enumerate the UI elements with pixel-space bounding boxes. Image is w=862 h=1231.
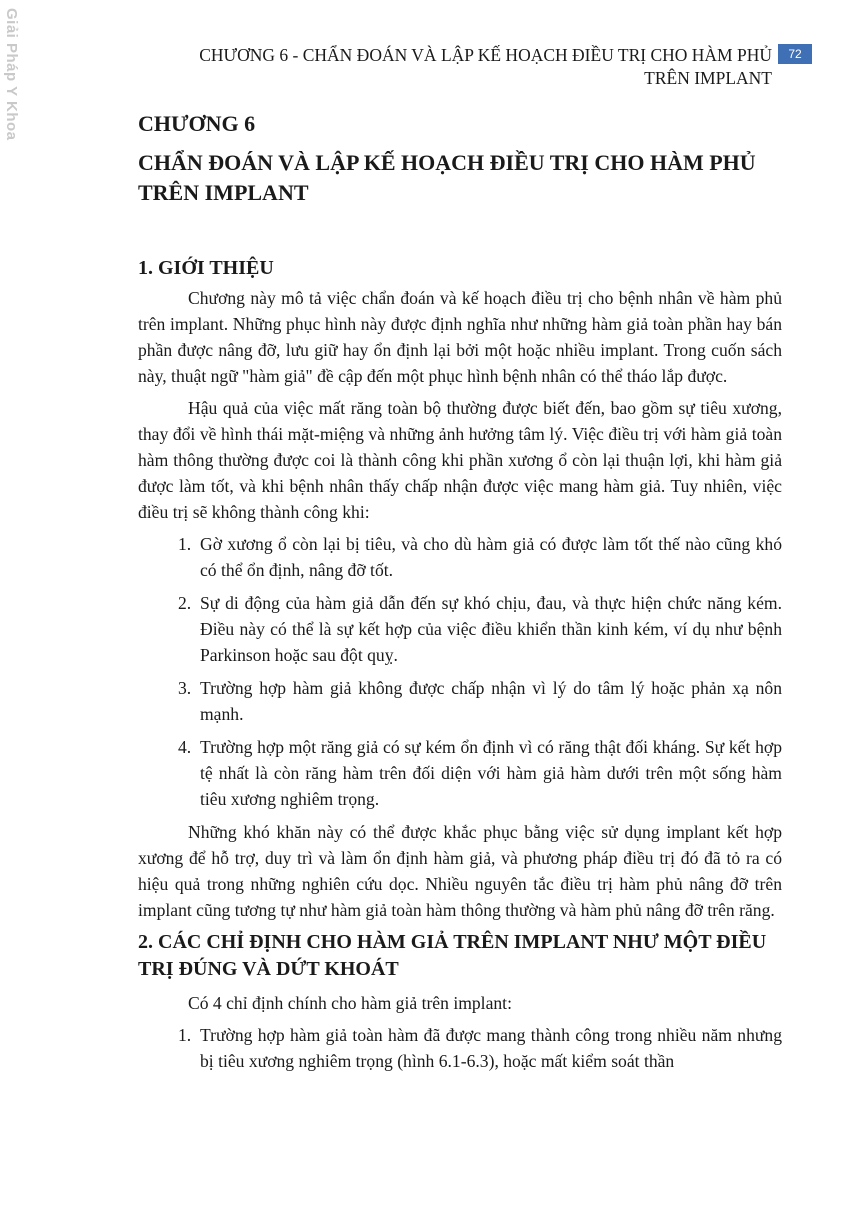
page-number: 72: [778, 44, 812, 64]
list-item: [164, 675, 782, 727]
list-item-number: 2.: [178, 593, 192, 613]
list-item-number: 4.: [178, 737, 192, 757]
watermark: Giải Pháp Y Khoa: [3, 8, 20, 141]
list-item: [164, 734, 782, 812]
list-item-text: Trường hợp hàm giả không được chấp nhận vì lý do tâm lý hoặc phản xạ nôn mạnh.: [200, 678, 782, 724]
section-heading-intro: 1. GIỚI THIỆU: [138, 257, 274, 279]
list-item: [164, 590, 782, 668]
list-item: [164, 1022, 782, 1074]
list-item-text: Trường hợp một răng giả có sự kém ổn định vì có răng thật đối kháng. Sự kết hợp tệ nhất là còn răng hàm trên đối diện với hàm giả hàm dưới trên một sống hàm tiêu xương nghiêm trọng.: [200, 737, 782, 809]
paragraph: Có 4 chỉ định chính cho hàm giả trên implant:: [188, 993, 512, 1013]
list-item-number: 1.: [178, 1025, 192, 1045]
list-item-text: Trường hợp hàm giả toàn hàm đã được mang thành công trong nhiều năm nhưng bị tiêu xương nghiêm trọng (hình 6.1-6.3), hoặc mất kiểm soát thần: [200, 1025, 782, 1071]
page-body: [138, 255, 782, 1081]
chapter-title: CHẨN ĐOÁN VÀ LẬP KẾ HOẠCH ĐIỀU TRỊ CHO HÀM PHỦ TRÊN IMPLANT: [138, 150, 756, 205]
list-item: [164, 531, 782, 583]
indications-list: [138, 1022, 782, 1074]
paragraph: Chương này mô tả việc chẩn đoán và kế hoạch điều trị cho bệnh nhân về hàm phủ trên implant. Những phục hình này được định nghĩa như những hàm giả toàn phần hay bán phần được nâng đỡ, lưu giữ hay ổn định lại bởi một hoặc nhiều implant. Trong cuốn sách này, thuật ngữ "hàm giả" đề cập đến một phục hình bệnh nhân có thể tháo lắp được.: [138, 288, 782, 386]
list-item-number: 1.: [178, 534, 192, 554]
paragraph: Hậu quả của việc mất răng toàn bộ thường được biết đến, bao gồm sự tiêu xương, thay đổi về hình thái mặt-miệng và những ảnh hưởng tâm lý. Việc điều trị với hàm giả toàn hàm thông thường được coi là thành công khi phần xương ổ còn lại thuận lợi, khi hàm giả được làm tốt, và khi bệnh nhân thấy chấp nhận được việc mang hàm giả. Tuy nhiên, việc điều trị sẽ không thành công khi:: [138, 398, 782, 522]
list-item-number: 3.: [178, 678, 192, 698]
running-head: CHƯƠNG 6 - CHẨN ĐOÁN VÀ LẬP KẾ HOẠCH ĐIỀU TRỊ CHO HÀM PHỦ TRÊN IMPLANT: [199, 45, 772, 88]
paragraph: Những khó khăn này có thể được khắc phục bằng việc sử dụng implant kết hợp xương để hỗ trợ, duy trì và làm ổn định hàm giả, và phương pháp điều trị đó đã tỏ ra có hiệu quả trong những nghiên cứu dọc. Nhiều nguyên tắc điều trị hàm phủ nâng đỡ trên implant cũng tương tự như hàm giả toàn hàm thông thường và hàm phủ nâng đỡ trên răng.: [138, 822, 782, 920]
chapter-number: CHƯƠNG 6: [138, 111, 256, 136]
section-heading-indications: 2. CÁC CHỈ ĐỊNH CHO HÀM GIẢ TRÊN IMPLANT NHƯ MỘT ĐIỀU TRỊ ĐÚNG VÀ DỨT KHOÁT: [138, 931, 767, 980]
failure-conditions-list: [138, 531, 782, 812]
list-item-text: Gờ xương ổ còn lại bị tiêu, và cho dù hàm giả có được làm tốt thế nào cũng khó có thể ổn định, nâng đỡ tốt.: [200, 534, 782, 580]
list-item-text: Sự di động của hàm giả dẫn đến sự khó chịu, đau, và thực hiện chức năng kém. Điều này có thể là sự kết hợp của việc điều khiển thần kinh kém, ví dụ như bệnh Parkinson hoặc sau đột quỵ.: [200, 593, 782, 665]
